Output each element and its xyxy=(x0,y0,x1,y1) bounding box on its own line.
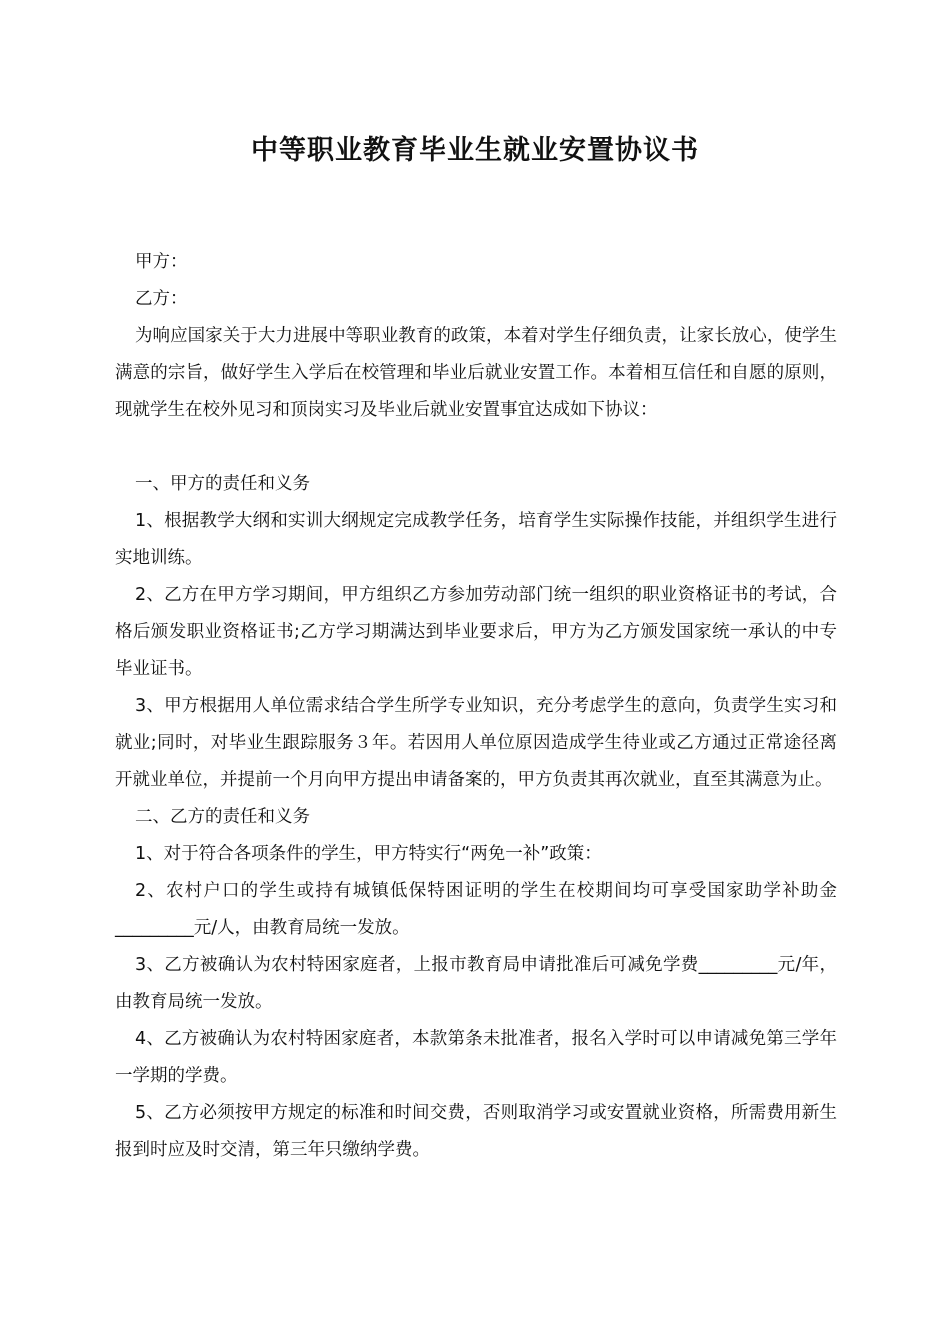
section-2-item: 5、乙方必须按甲方规定的标准和时间交费，否则取消学习或安置就业资格，所需费用新生报到时应及时交清，第三年只缴纳学费。 xyxy=(115,1103,837,1160)
section-1-item: 2、乙方在甲方学习期间，甲方组织乙方参加劳动部门统一组织的职业资格证书的考试，合格后颁发职业资格证书;乙方学习期满达到毕业要求后，甲方为乙方颁发国家统一承认的中专毕业证书。 xyxy=(115,585,837,679)
section-2-item: 2、农村户口的学生或持有城镇低保特困证明的学生在校期间均可享受国家助学补助金_________元/人，由教育局统一发放。 xyxy=(115,881,837,938)
section-2-item: 4、乙方被确认为农村特困家庭者，本款第条未批准者，报名入学时可以申请减免第三学年一学期的学费。 xyxy=(115,1029,837,1086)
document-title: 中等职业教育毕业生就业安置协议书 xyxy=(251,135,699,166)
document-body xyxy=(115,244,837,1169)
section-1-heading: 一、甲方的责任和义务 xyxy=(135,474,310,494)
section-2-item: 1、对于符合各项条件的学生，甲方特实行“两免一补”政策： xyxy=(135,844,602,864)
section-1-item: 3、甲方根据用人单位需求结合学生所学专业知识，充分考虑学生的意向，负责学生实习和就业;同时，对毕业生跟踪服务３年。若因用人单位原因造成学生待业或乙方通过正常途径离开就业单位，并提前一个月向甲方提出申请备案的，甲方负责其再次就业，直至其满意为止。 xyxy=(115,696,837,790)
section-2-item: 3、乙方被确认为农村特困家庭者，上报市教育局申请批准后可减免学费_________元/年，由教育局统一发放。 xyxy=(115,955,837,1012)
paragraph-gap xyxy=(115,429,837,466)
party-a-line: 甲方： xyxy=(135,252,188,272)
intro-paragraph: 为响应国家关于大力进展中等职业教育的政策，本着对学生仔细负责，让家长放心，使学生满意的宗旨，做好学生入学后在校管理和毕业后就业安置工作。本着相互信任和自愿的原则，现就学生在校外见习和顶岗实习及毕业后就业安置事宜达成如下协议： xyxy=(115,326,837,420)
party-b-line: 乙方： xyxy=(135,289,188,309)
section-1-item: 1、根据教学大纲和实训大纲规定完成教学任务，培育学生实际操作技能，并组织学生进行实地训练。 xyxy=(115,511,837,568)
section-2-heading: 二、乙方的责任和义务 xyxy=(135,807,310,827)
